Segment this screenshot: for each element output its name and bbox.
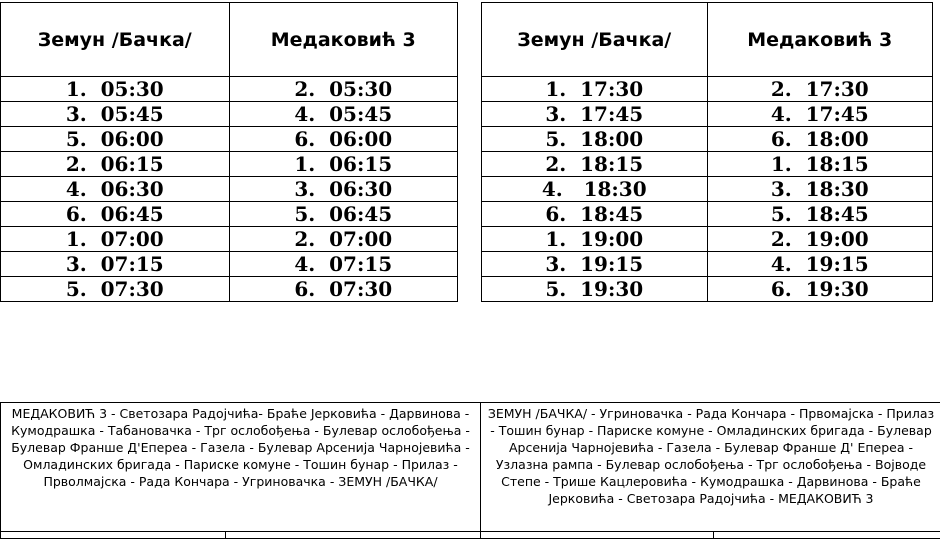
header-zemun: Земун /Бачка/ (482, 3, 708, 77)
table-row (482, 277, 933, 302)
departure-zemun: 2. 06:15 (1, 152, 230, 177)
departure-medakovic: 1. 06:15 (229, 152, 458, 177)
departure-zemun: 1. 07:00 (1, 227, 230, 252)
departure-zemun: 3. 07:15 (1, 252, 230, 277)
departure-zemun: 3. 19:15 (482, 252, 708, 277)
departure-medakovic: 3. 18:30 (707, 177, 933, 202)
departure-medakovic: 5. 18:45 (707, 202, 933, 227)
departure-zemun: 5. 18:00 (482, 127, 708, 152)
departure-medakovic: 2. 07:00 (229, 227, 458, 252)
departure-medakovic: 1. 18:15 (707, 152, 933, 177)
departure-medakovic: 4. 05:45 (229, 102, 458, 127)
departure-zemun: 4. 06:30 (1, 177, 230, 202)
header-medakovic: Медаковић 3 (229, 3, 458, 77)
header-zemun: Земун /Бачка/ (1, 3, 230, 77)
departure-zemun: 3. 17:45 (482, 102, 708, 127)
departure-zemun: 6. 18:45 (482, 202, 708, 227)
table-row (482, 252, 933, 277)
table-row (1, 202, 458, 227)
departure-medakovic: 2. 17:30 (707, 77, 933, 102)
table-row (1, 227, 458, 252)
departure-medakovic: 4. 19:15 (707, 252, 933, 277)
departure-zemun: 4. 18:30 (482, 177, 708, 202)
table-row (1, 177, 458, 202)
table-row (1, 77, 458, 102)
table-row (482, 152, 933, 177)
empty-cell (481, 532, 940, 539)
departure-medakovic: 5. 06:45 (229, 202, 458, 227)
table-row (482, 77, 933, 102)
departure-zemun: 3. 05:45 (1, 102, 230, 127)
departure-medakovic: 4. 07:15 (229, 252, 458, 277)
table-row (1, 252, 458, 277)
departure-medakovic: 6. 18:00 (707, 127, 933, 152)
departure-medakovic: 2. 19:00 (707, 227, 933, 252)
departure-zemun: 1. 19:00 (482, 227, 708, 252)
route-zemun-to-medakovic: ЗЕМУН /БАЧКА/ - Угриновачка - Рада Кончара - Првомајска - Прилаз - Тошин бунар - Париске комуне - Омладинских бригада - Булевар Арсенија Чарнојевића - Газела - Булевар Франше Д' Епереа - Узлазна рампа - Булевар ослобођења - Трг ослобођења - Војводе Степе - Трише Кацлеровића - Кумодрашка - Дарвинова - Браће Јерковића - Светозара Радојчића - МЕДАКОВИЋ 3 (481, 403, 940, 532)
empty-cell (1, 532, 481, 539)
departure-medakovic: 6. 06:00 (229, 127, 458, 152)
table-row (482, 202, 933, 227)
table-row (482, 177, 933, 202)
route-medakovic-to-zemun: МЕДАКОВИЋ 3 - Светозара Радојчића- Браће Јерковића - Дарвинова - Кумодрашка - Табановачка - Трг ослобођења - Булевар ослобођења - Булевар Франше Д'Епереа - Газела - Булевар Арсенија Чарнојевића - Омладинских бригада - Париске комуне - Тошин бунар - Прилаз - Прволмајска - Рада Кончара - Угриновачка - ЗЕМУН /БАЧКА/ (1, 403, 481, 532)
table-row (1, 152, 458, 177)
departure-medakovic: 4. 17:45 (707, 102, 933, 127)
table-row (1, 277, 458, 302)
departure-zemun: 1. 17:30 (482, 77, 708, 102)
table-row (1, 127, 458, 152)
departure-medakovic: 3. 06:30 (229, 177, 458, 202)
evening-schedule-table (481, 2, 933, 302)
departure-medakovic: 6. 07:30 (229, 277, 458, 302)
departure-medakovic: 6. 19:30 (707, 277, 933, 302)
departure-zemun: 2. 18:15 (482, 152, 708, 177)
departure-zemun: 6. 06:45 (1, 202, 230, 227)
route-description-table (0, 402, 940, 539)
table-row (482, 102, 933, 127)
departure-zemun: 1. 05:30 (1, 77, 230, 102)
table-row (482, 127, 933, 152)
departure-zemun: 5. 07:30 (1, 277, 230, 302)
header-medakovic: Медаковић 3 (707, 3, 933, 77)
table-row (1, 102, 458, 127)
departure-zemun: 5. 06:00 (1, 127, 230, 152)
departure-medakovic: 2. 05:30 (229, 77, 458, 102)
departure-zemun: 5. 19:30 (482, 277, 708, 302)
table-row (482, 227, 933, 252)
morning-schedule-table (0, 2, 458, 302)
